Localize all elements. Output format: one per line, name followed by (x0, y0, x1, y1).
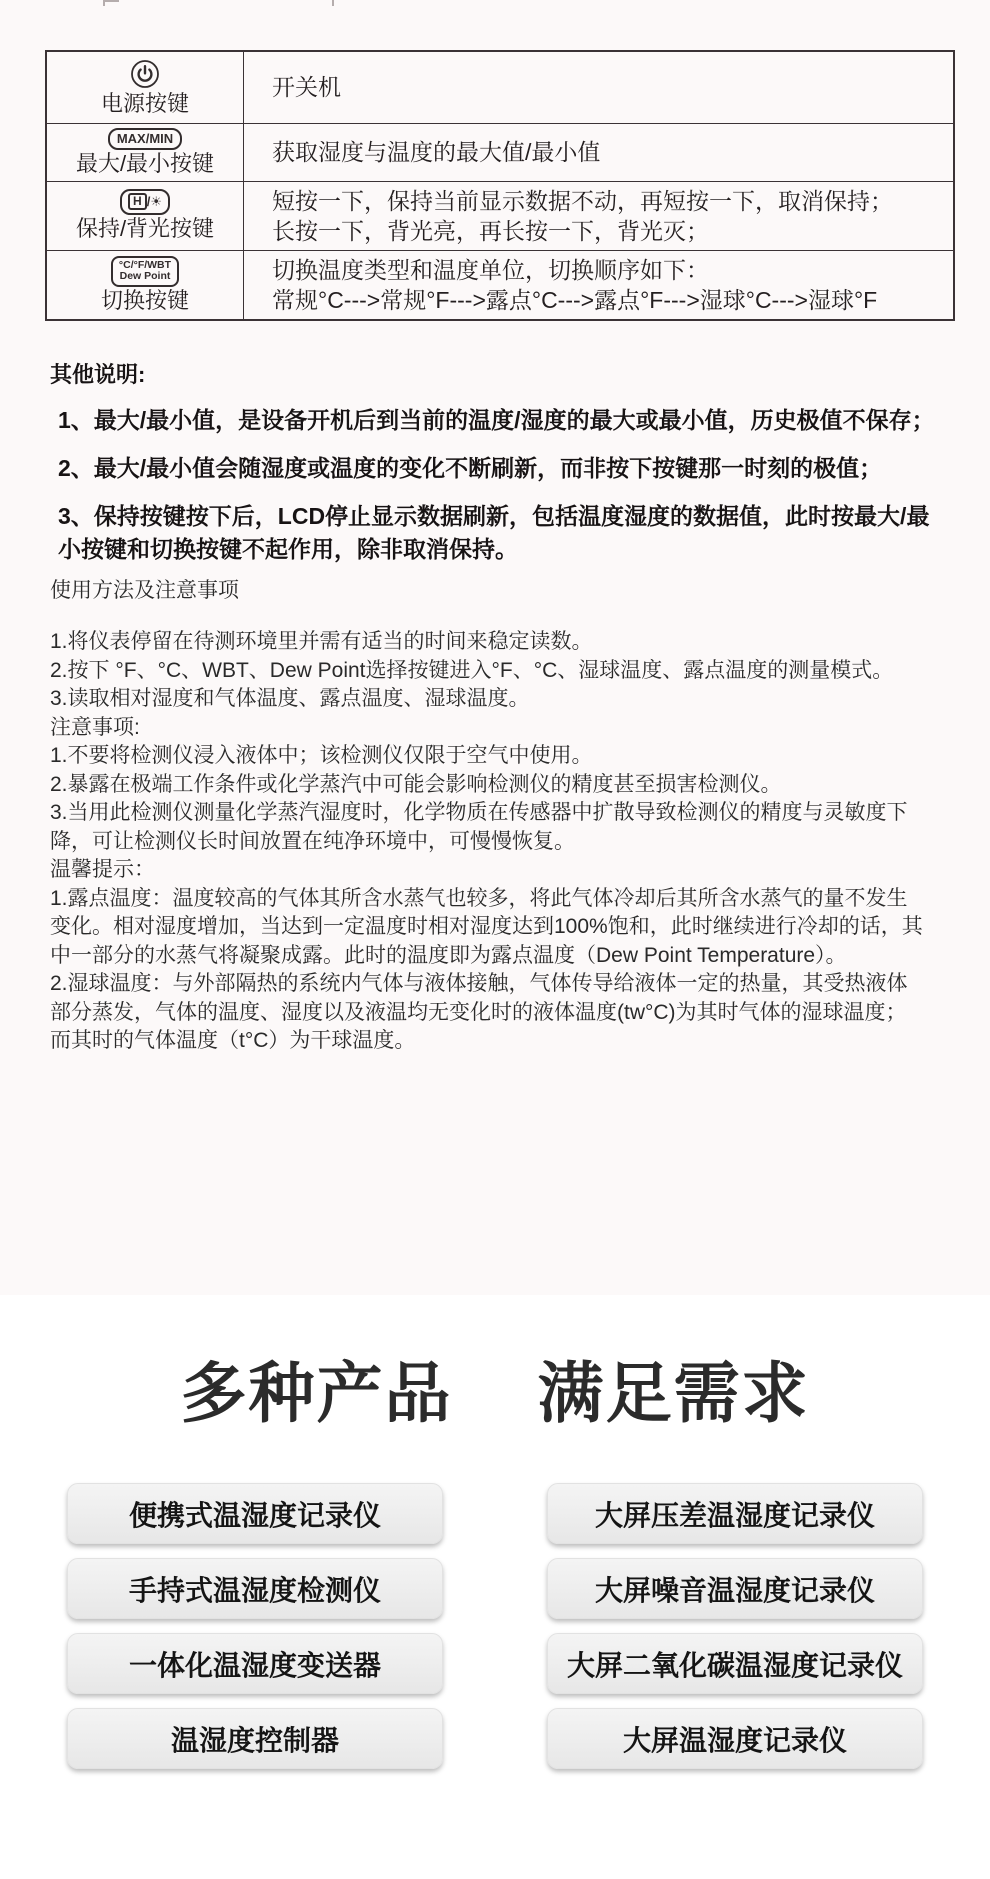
product-button-integrated-transmitter[interactable]: 一体化温湿度变送器 (67, 1633, 443, 1694)
unit-switch-icon (49, 256, 241, 287)
key-name: 最大/最小按键 (75, 150, 215, 176)
key-name: 电源按键 (100, 90, 189, 116)
usage-line: 2.按下 °F、°C、WBT、Dew Point选择按键进入°F、°C、湿球温度、露点温度的测量模式。 (50, 658, 894, 682)
table-row-hold-backlight (46, 181, 954, 250)
product-button-bigscreen-noise-recorder[interactable]: 大屏噪音温湿度记录仪 (547, 1558, 923, 1619)
other-notes-block (50, 358, 942, 566)
cropped-text-remnant (105, 0, 119, 2)
products-section (0, 1295, 990, 1879)
desc-line: 开关机 (272, 74, 341, 101)
desc-line: 获取湿度与温度的最大值/最小值 (272, 139, 601, 165)
table-row-unit-switch (46, 250, 954, 320)
hold-key-cell (46, 181, 244, 250)
maxmin-key-cell (46, 123, 244, 181)
max-min-icon (49, 128, 241, 150)
table-row-power (46, 51, 954, 123)
key-name: 切换按键 (100, 287, 189, 313)
usage-title: 使用方法及注意事项 (50, 579, 239, 602)
h-keycap: H (128, 193, 147, 210)
desc-line: 切换温度类型和温度单位，切换顺序如下： (272, 256, 709, 283)
usage-line: 2.湿球温度：与外部隔热的系统内气体与液体接触，气体传导给液体一定的热量，其受热液体部分蒸发，气体的温度、湿度以及液温均无变化时的液体温度(tw°C)为其时气体的湿球温度；而其时的气体温度（t°C）为干球温度。 (50, 972, 908, 1052)
usage-block (50, 574, 924, 1056)
desc-line: 长按一下，背光亮，再长按一下，背光灭； (272, 217, 709, 244)
products-heading-left: 多种产品 (180, 1356, 453, 1430)
product-button-bigscreen-pressure-recorder[interactable]: 大屏压差温湿度记录仪 (547, 1483, 923, 1544)
power-key-cell (46, 51, 244, 123)
max-min-icon-label: MAX/MIN (108, 128, 182, 150)
product-button-bigscreen-recorder[interactable]: 大屏温湿度记录仪 (547, 1708, 923, 1769)
usage-line: 1.露点温度：温度较高的气体其所含水蒸气也较多，将此气体冷却后其所含水蒸气的量不发生变化。相对湿度增加，当达到一定温度时相对湿度达到100%饱和，此时继续进行冷却的话，其中一部分的水蒸气将凝聚成露。此时的温度即为露点温度（Dew Point Temperature）。 (50, 886, 923, 967)
products-heading (0, 1295, 990, 1435)
product-button-handheld-detector[interactable]: 手持式温湿度检测仪 (67, 1558, 443, 1619)
usage-line: 1.将仪表停留在待测环境里并需有适当的时间来稳定读数。 (50, 630, 593, 653)
power-icon (49, 58, 241, 90)
products-grid (0, 1483, 990, 1769)
cropped-text-remnant (332, 0, 334, 6)
usage-line: 3.读取相对湿度和气体温度、露点温度、湿球温度。 (50, 687, 530, 710)
other-notes-title: 其他说明: (50, 362, 146, 387)
slash-glyph: / (146, 194, 151, 209)
table-row-maxmin (46, 123, 954, 181)
note-item: 2、最大/最小值会随湿度或温度的变化不断刷新，而非按下按键那一时刻的极值； (58, 455, 883, 481)
power-desc-cell (244, 51, 955, 123)
product-button-bigscreen-co2-recorder[interactable]: 大屏二氧化碳温湿度记录仪 (547, 1633, 923, 1694)
hold-desc-cell (244, 181, 955, 250)
usage-line: 2.暴露在极端工作条件或化学蒸汽中可能会影响检测仪的精度甚至损害检测仪。 (50, 772, 782, 796)
note-item: 1、最大/最小值，是设备开机后到当前的温度/湿度的最大或最小值，历史极值不保存； (58, 407, 935, 433)
backlight-bulb-icon: ☀ (150, 195, 162, 210)
desc-line: 常规°C--->常规°F--->露点°C--->露点°F--->湿球°C--->湿球°F (272, 286, 878, 313)
switch-key-cell (46, 250, 244, 320)
key-name: 保持/背光按键 (75, 216, 215, 241)
hold-backlight-icon (49, 189, 241, 215)
usage-precautions-subtitle: 注意事项: (50, 715, 140, 739)
usage-line: 1.不要将检测仪浸入液体中；该检测仪仅限于空气中使用。 (50, 744, 593, 767)
maxmin-desc-cell (244, 123, 955, 181)
product-button-portable-recorder[interactable]: 便携式温湿度记录仪 (67, 1483, 443, 1544)
unit-switch-icon-line2: Dew Point (119, 270, 171, 282)
usage-tips-subtitle: 温馨提示： (50, 858, 155, 881)
products-heading-right: 满足需求 (537, 1356, 810, 1430)
usage-line: 3.当用此检测仪测量化学蒸汽湿度时，化学物质在传感器中扩散导致检测仪的精度与灵敏度下降，可让检测仪长时间放置在纯净环境中，可慢慢恢复。 (50, 801, 908, 853)
note-item: 3、保持按键按下后，LCD停止显示数据刷新，包括温度湿度的数据值，此时按最大/最小按键和切换按键不起作用，除非取消保持。 (58, 503, 930, 562)
product-button-controller[interactable]: 温湿度控制器 (67, 1708, 443, 1769)
switch-desc-cell (244, 250, 955, 320)
desc-line: 短按一下，保持当前显示数据不动，再短按一下，取消保持； (272, 187, 893, 214)
button-function-table (45, 50, 955, 321)
unit-switch-icon-line1: °C/°F/WBT (118, 258, 172, 271)
